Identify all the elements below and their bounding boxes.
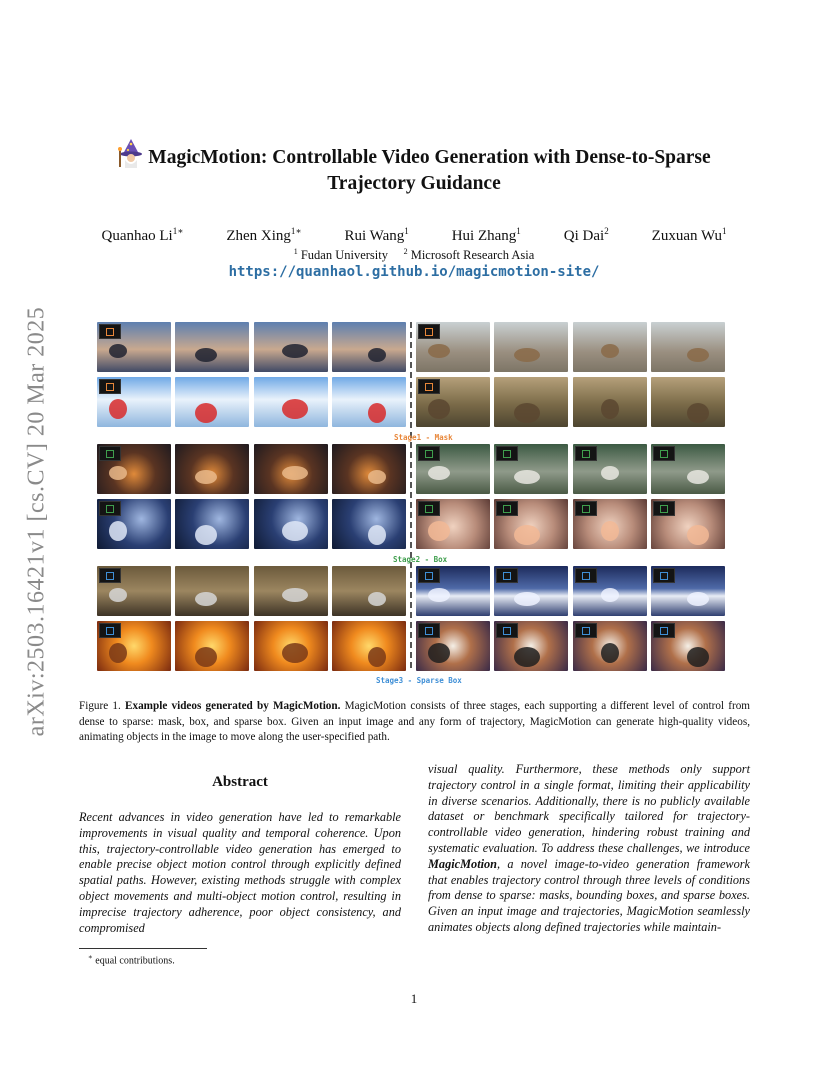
stage-label-mask: Stage1 - Mask	[394, 433, 453, 442]
figure-thumbnail	[175, 566, 249, 616]
trajectory-box	[660, 572, 668, 580]
trajectory-box	[503, 450, 511, 458]
trajectory-box	[503, 627, 511, 635]
trajectory-box	[106, 572, 114, 580]
trajectory-inset	[653, 568, 675, 583]
trajectory-inset	[99, 324, 121, 339]
project-url-link[interactable]: https://quanhaol.github.io/magicmotion-site/	[228, 264, 600, 280]
footnote-rule	[79, 948, 207, 949]
thumbnail-subject	[514, 525, 540, 545]
thumbnail-subject	[601, 466, 619, 480]
trajectory-box	[106, 328, 114, 336]
figure-thumbnail	[97, 566, 171, 616]
figure-thumbnail	[97, 444, 171, 494]
trajectory-inset	[496, 623, 518, 638]
thumbnail-subject	[195, 647, 217, 667]
figure-thumbnail	[416, 499, 490, 549]
thumbnail-subject	[282, 588, 308, 602]
teaser-figure	[97, 322, 729, 684]
trajectory-box	[660, 450, 668, 458]
author-1: Zhen Xing$^{1∗}$	[226, 226, 302, 244]
trajectory-inset	[418, 379, 440, 394]
trajectory-inset	[99, 446, 121, 461]
figure-thumbnail	[651, 566, 725, 616]
thumbnail-subject	[368, 470, 386, 484]
figure-thumbnail	[494, 444, 568, 494]
author-0: Quanhao $Li^{1∗}$	[101, 226, 184, 244]
thumbnail-subject	[428, 588, 450, 602]
figure-thumbnail	[332, 444, 406, 494]
thumbnail-subject	[282, 521, 308, 541]
figure-thumbnail	[332, 566, 406, 616]
trajectory-box	[106, 450, 114, 458]
trajectory-box	[106, 627, 114, 635]
figure-thumbnail	[494, 377, 568, 427]
thumbnail-subject	[109, 399, 127, 419]
title-line-1: MagicMotion: Controllable Video Generation with Dense-to-Sparse	[100, 138, 728, 171]
thumbnail-subject	[601, 588, 619, 602]
figure-thumbnail	[332, 322, 406, 372]
figure-thumbnail	[332, 499, 406, 549]
thumbnail-subject	[428, 643, 450, 663]
thumbnail-subject	[368, 592, 386, 606]
trajectory-inset	[418, 623, 440, 638]
trajectory-box	[503, 572, 511, 580]
figure-thumbnail	[651, 322, 725, 372]
trajectory-box	[106, 383, 114, 391]
trajectory-inset	[99, 379, 121, 394]
figure-thumbnail	[332, 377, 406, 427]
figure-thumbnail	[573, 322, 647, 372]
thumbnail-subject	[195, 348, 217, 362]
figure-thumbnail	[651, 499, 725, 549]
trajectory-box	[503, 505, 511, 513]
thumbnail-subject	[109, 588, 127, 602]
thumbnail-subject	[282, 643, 308, 663]
thumbnail-subject	[368, 403, 386, 423]
figure-thumbnail	[651, 621, 725, 671]
thumbnail-subject	[514, 647, 540, 667]
trajectory-box	[425, 450, 433, 458]
thumbnail-subject	[601, 521, 619, 541]
figure-thumbnail	[175, 499, 249, 549]
trajectory-inset	[418, 446, 440, 461]
trajectory-inset	[496, 501, 518, 516]
trajectory-box	[582, 572, 590, 580]
thumbnail-subject	[282, 466, 308, 480]
trajectory-box	[425, 505, 433, 513]
figure-thumbnail	[97, 621, 171, 671]
figure-thumbnail	[175, 444, 249, 494]
thumbnail-subject	[428, 466, 450, 480]
figure-thumbnail	[573, 566, 647, 616]
figure-thumbnail	[175, 621, 249, 671]
figure-thumbnail	[416, 566, 490, 616]
trajectory-inset	[496, 446, 518, 461]
thumbnail-subject	[514, 592, 540, 606]
figure-thumbnail	[651, 377, 725, 427]
thumbnail-subject	[109, 521, 127, 541]
trajectory-inset	[496, 568, 518, 583]
trajectory-inset	[575, 568, 597, 583]
figure-divider	[410, 322, 412, 668]
thumbnail-subject	[687, 348, 709, 362]
figure-thumbnail	[416, 621, 490, 671]
figure-caption: Figure 1. Example videos generated by MagicMotion. MagicMotion consists of three stages, each supporting a different level of control from dense to sparse: mask, box, and sparse box. Given an input image and any form of trajectory, MagicMotion can generate high-quality videos, animating objects in the image to move along the user-specified path.	[79, 700, 750, 744]
arxiv-side-stamp: arXiv:2503.16421v1 [cs.CV] 20 Mar 2025	[23, 306, 50, 736]
trajectory-box	[582, 450, 590, 458]
trajectory-inset	[418, 568, 440, 583]
figure-thumbnail	[254, 499, 328, 549]
figure-thumbnail	[494, 566, 568, 616]
thumbnail-subject	[195, 470, 217, 484]
thumbnail-subject	[282, 344, 308, 358]
figure-thumbnail	[416, 377, 490, 427]
figure-thumbnail	[254, 377, 328, 427]
abstract-heading: Abstract	[212, 774, 268, 790]
trajectory-box	[660, 505, 668, 513]
thumbnail-subject	[368, 647, 386, 667]
trajectory-inset	[418, 324, 440, 339]
author-list	[80, 226, 748, 245]
page-number: 1	[410, 991, 418, 1006]
stage-label-sparse-box: Stage3 - Sparse Box	[376, 676, 462, 685]
trajectory-inset	[575, 446, 597, 461]
thumbnail-subject	[601, 643, 619, 663]
trajectory-inset	[653, 501, 675, 516]
trajectory-box	[106, 505, 114, 513]
thumbnail-subject	[687, 525, 709, 545]
thumbnail-subject	[687, 470, 709, 484]
thumbnail-subject	[514, 470, 540, 484]
wizard-logo-icon	[117, 138, 145, 168]
thumbnail-subject	[428, 399, 450, 419]
figure-thumbnail	[175, 377, 249, 427]
thumbnail-subject	[109, 643, 127, 663]
abstract-body: Recent advances in video generation have led to remarkable improvements in visual quality and temporal coherence. Upon this, trajectory-controllable video generation has emerged to enable precise object motion control through explicitly defined spatial paths. However, existing methods struggle with complex object movements and multi-object motion control, resulting in imprecise trajectory adherence, poor object consistency, and compromised	[79, 810, 401, 935]
thumbnail-subject	[687, 403, 709, 423]
figure-thumbnail	[97, 499, 171, 549]
thumbnail-subject	[109, 466, 127, 480]
thumbnail-subject	[109, 344, 127, 358]
thumbnail-subject	[687, 647, 709, 667]
thumbnail-subject	[428, 521, 450, 541]
paper-title	[100, 138, 728, 197]
thumbnail-subject	[368, 348, 386, 362]
thumbnail-subject	[601, 399, 619, 419]
figure-thumbnail	[332, 621, 406, 671]
figure-thumbnail	[494, 621, 568, 671]
trajectory-inset	[418, 501, 440, 516]
trajectory-box	[582, 505, 590, 513]
footnote: ∗ equal contributions.	[88, 953, 175, 967]
figure-thumbnail	[494, 499, 568, 549]
intro-continued-text: visual quality. Furthermore, these methods only support trajectory control in a single format, limiting their applicability in diverse scenarios. Additionally, there is no publicly available dataset or benchmark specifically tailored for trajectory-controllable video generation, hindering robust training and systematic evaluation. To address these challenges, we introduce MagicMotion, a novel image-to-video generation framework that enables trajectory control through three levels of conditions from dense to sparse: masks, bounding boxes, and sparse boxes. Given an input image and trajectories, MagicMotion seamlessly animates objects along defined trajectories while maintain-	[428, 762, 750, 934]
figure-thumbnail	[651, 444, 725, 494]
thumbnail-subject	[282, 399, 308, 419]
thumbnail-subject	[514, 403, 540, 423]
thumbnail-subject	[514, 348, 540, 362]
thumbnail-subject	[195, 592, 217, 606]
thumbnail-subject	[428, 344, 450, 358]
stage-label-box: Stage2 - Box	[393, 555, 448, 564]
figure-thumbnail	[416, 322, 490, 372]
thumbnail-subject	[687, 592, 709, 606]
title-line-2: Trajectory Guidance	[327, 173, 501, 194]
thumbnail-subject	[368, 525, 386, 545]
trajectory-box	[660, 627, 668, 635]
trajectory-box	[425, 572, 433, 580]
figure-thumbnail	[254, 621, 328, 671]
figure-thumbnail	[573, 377, 647, 427]
figure-thumbnail	[254, 322, 328, 372]
figure-thumbnail	[254, 566, 328, 616]
figure-thumbnail	[573, 621, 647, 671]
trajectory-box	[425, 328, 433, 336]
author-3: Hui Zhang$^1$	[451, 226, 521, 244]
figure-thumbnail	[573, 444, 647, 494]
figure-thumbnail	[175, 322, 249, 372]
figure-thumbnail	[494, 322, 568, 372]
trajectory-box	[582, 627, 590, 635]
affiliations: $^1$ Fudan University $^2$ Microsoft Research Asia	[293, 247, 535, 263]
figure-thumbnail	[416, 444, 490, 494]
trajectory-box	[425, 383, 433, 391]
thumbnail-subject	[195, 525, 217, 545]
trajectory-inset	[575, 501, 597, 516]
figure-thumbnail	[254, 444, 328, 494]
author-5: Zuxuan Wu$^1$	[651, 226, 727, 244]
thumbnail-subject	[195, 403, 217, 423]
figure-thumbnail	[573, 499, 647, 549]
author-2: Rui Wang$^1$	[344, 226, 409, 244]
trajectory-inset	[99, 623, 121, 638]
figure-thumbnail	[97, 322, 171, 372]
author-4: Qi Dai$^2$	[563, 226, 609, 244]
thumbnail-subject	[601, 344, 619, 358]
trajectory-inset	[653, 446, 675, 461]
trajectory-inset	[575, 623, 597, 638]
trajectory-box	[425, 627, 433, 635]
trajectory-inset	[99, 568, 121, 583]
trajectory-inset	[99, 501, 121, 516]
figure-thumbnail	[97, 377, 171, 427]
trajectory-inset	[653, 623, 675, 638]
